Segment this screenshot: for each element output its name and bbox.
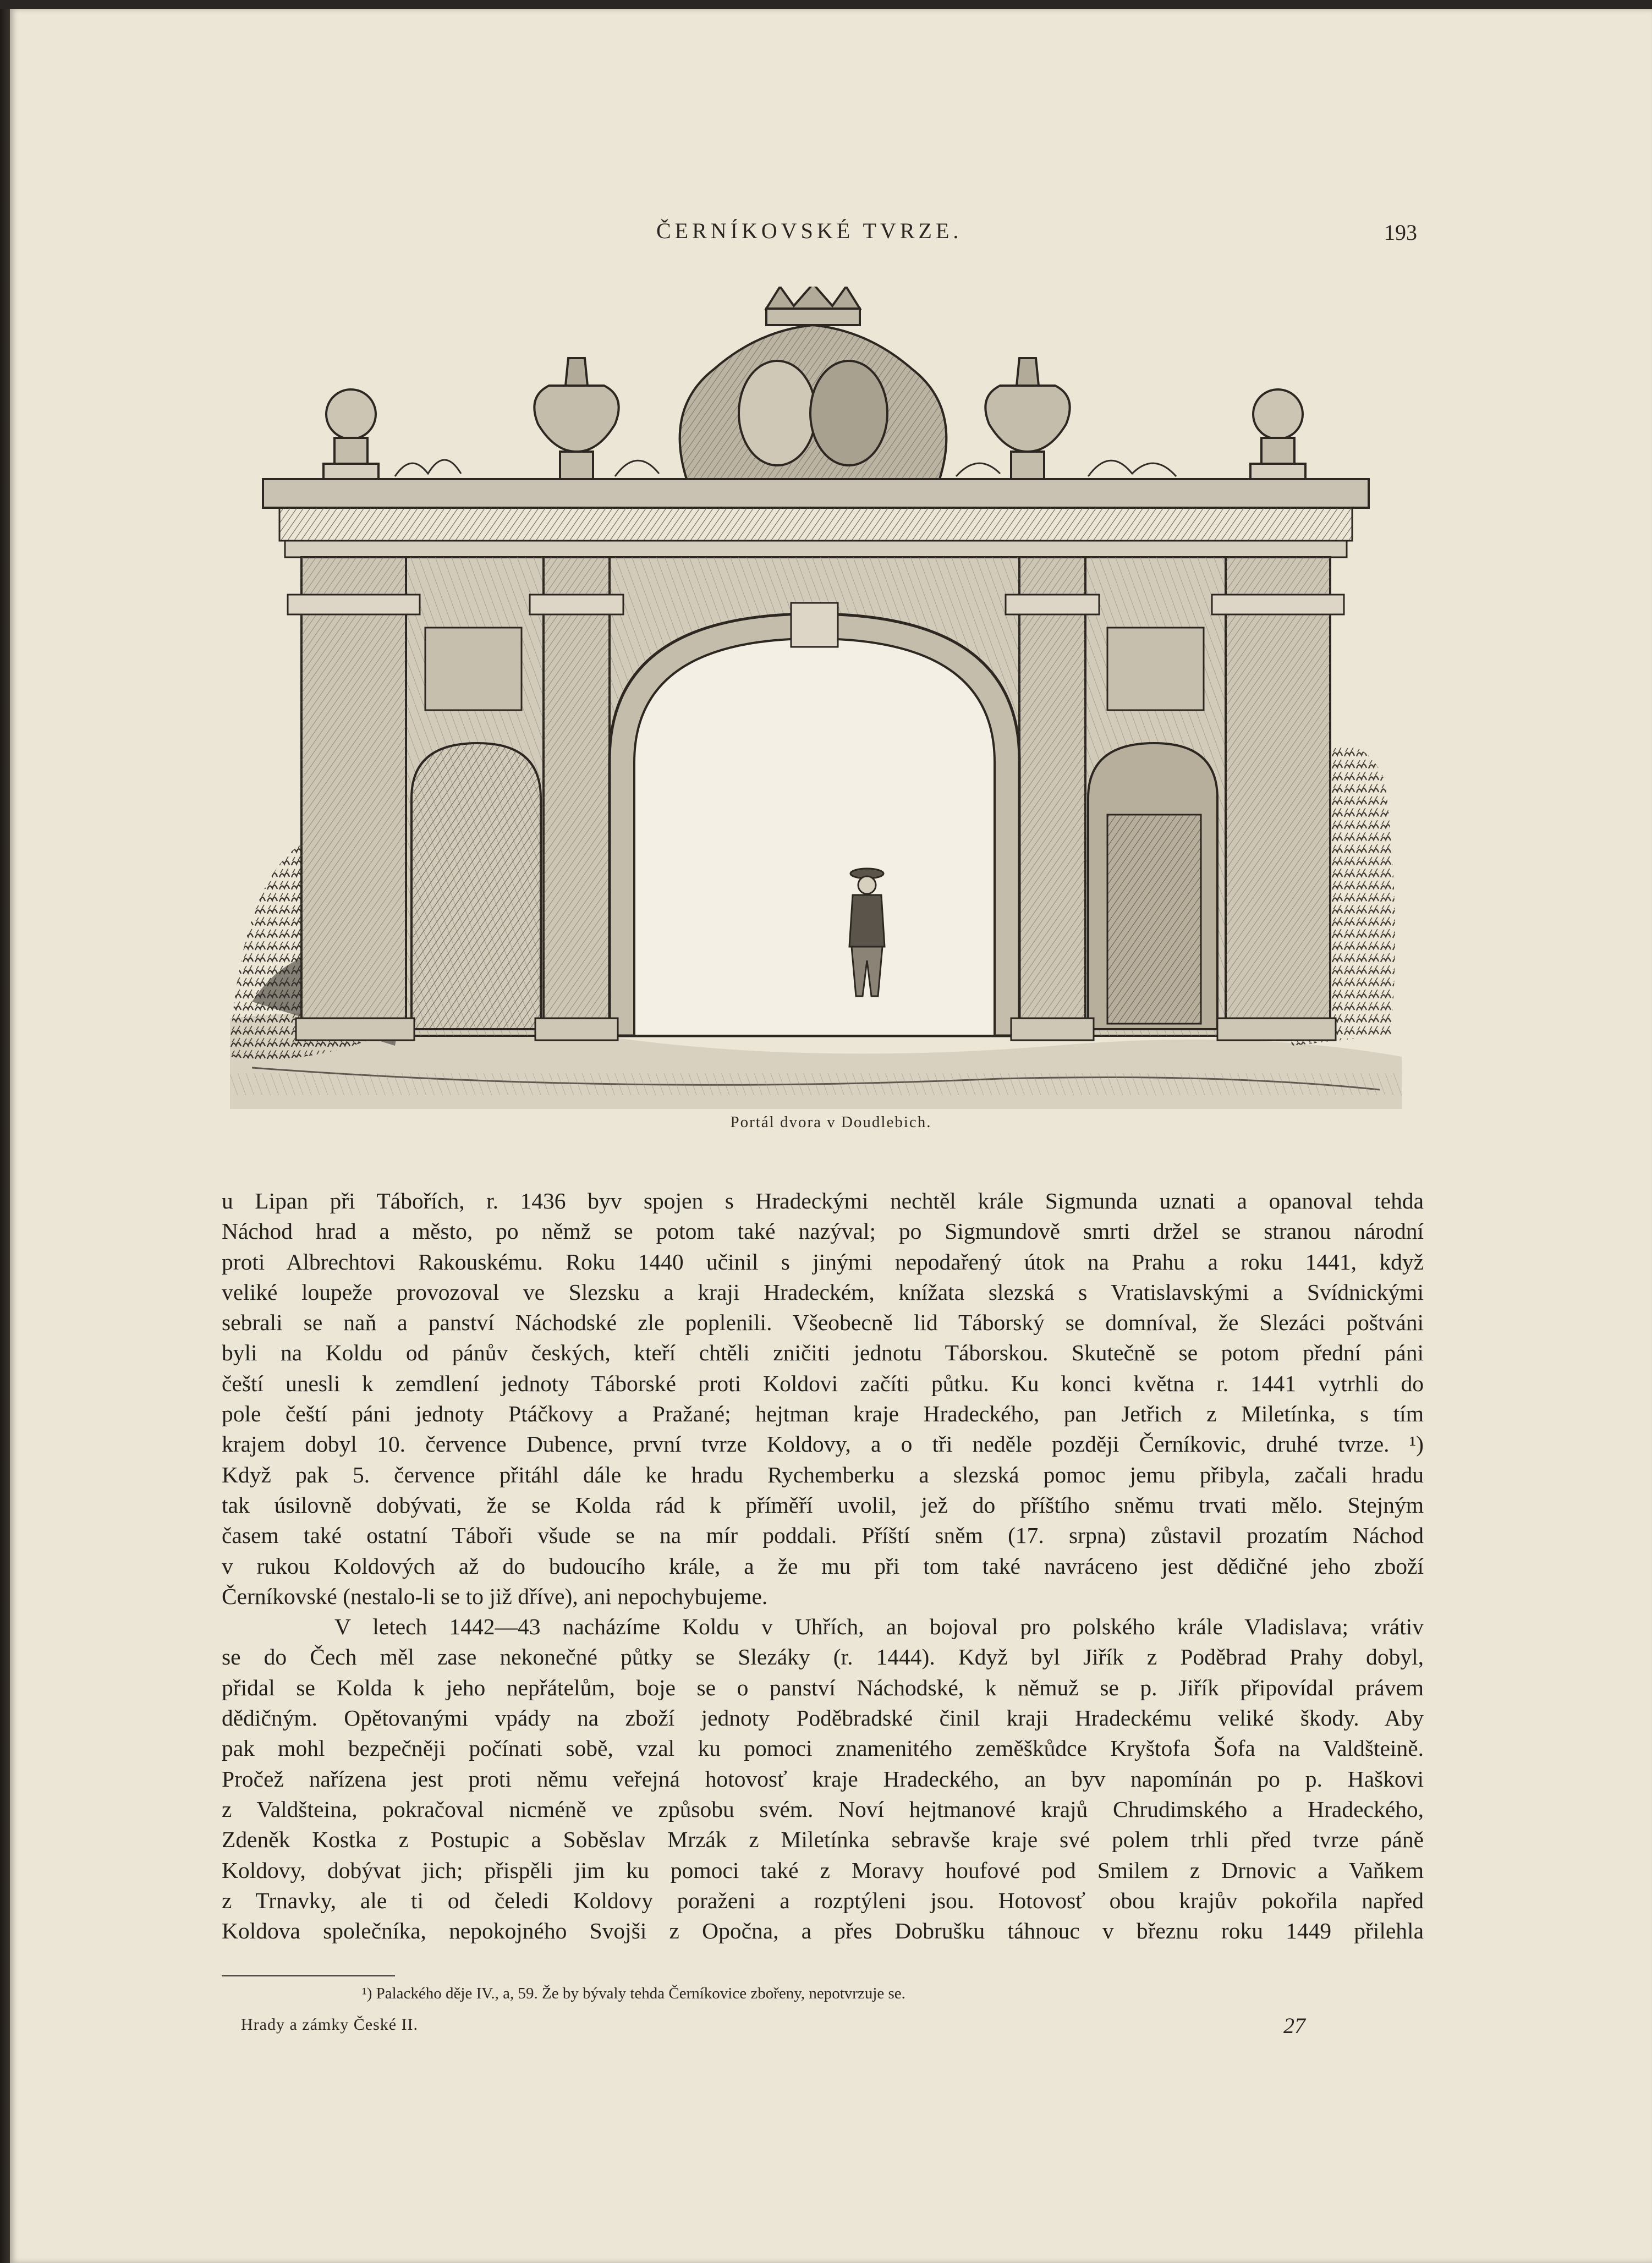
text-line: Náchod hrad a město, po němž se potom také nazýval; po Sigmundově smrti držel se stranou národní [222,1218,1424,1244]
text-line: z Trnavky, ale ti od čeledi Koldovy poraženi a rozptýleni jsou. Hotovosť obou krajův pokořila napřed [222,1887,1424,1913]
text-line: Koldovy, dobývat jich; přispěli jim ku pomoci také z Moravy houfové pod Smilem z Drnovic a Vaňkem [222,1857,1424,1883]
text-line: sebrali se naň a panství Náchodské zle poplenili. Všeobecně lid Táborský se domníval, že Slezáci poštváni [222,1310,1424,1336]
text-line: dědičným. Opětovanými vpády na zboží jednoty Poděbradské činil kraji Hradeckému veliké škody. Aby [222,1705,1424,1731]
text-line: V letech 1442—43 nacházíme Koldu v Uhřích, an bojoval pro polského krále Vladislava; vrátiv [334,1614,1424,1640]
text-line: Pročež nařízena jest proti němu veřejná hotovosť kraje Hradeckého, an byv napomínán po p. Haškovi [222,1766,1424,1792]
text-line: krajem dobyl 10. července Dubence, první tvrze Koldovy, a o tři neděle později Černíkovic, druhé tvrze. ¹) [222,1431,1424,1457]
printer-signature: Hrady a zámky České II. [241,2015,419,2034]
text-line: Černíkovské (nestalo-li se to již dříve), ani nepochybujeme. [222,1583,768,1609]
page-number: 193 [1384,220,1417,245]
running-head: ČERNÍKOVSKÉ TVRZE. [656,218,963,243]
body-text [222,1186,1424,1946]
text-line: pole čeští páni jednoty Ptáčkovy a Pražané; hejtman kraje Hradeckého, pan Jetřich z Miletínka, s tím [222,1401,1424,1427]
text-line: v rukou Koldových až do budoucího krále, a že mu při tom také navráceno jest dědičné jeho zboží [222,1553,1424,1579]
text-line: pak mohl bezpečněji počínati sobě, vzal ku pomoci znamenitého zeměškůdce Kryštofa Šofa na Valdšteině. [222,1735,1424,1761]
text-line: přidal se Kolda k jeho nepřátelům, boje se o panství Náchodské, k němuž se p. Jiřík připovídal právem [222,1674,1424,1700]
text-line: byli na Koldu od pánův českých, kteří chtěli zničiti jednotu Táborskou. Skutečně se potom přední páni [222,1340,1424,1366]
footnote: ¹) Palackého děje IV., a, 59. Že by bývaly tehda Černíkovice zbořeny, nepotvrzuje se. [362,1985,905,2002]
text-line: časem také ostatní Táboři všude se na mír poddali. Příští sněm (17. srpna) zůstavil prozatím Náchod [222,1523,1424,1548]
book-binding-edge [0,9,10,2263]
text-line: veliké loupeže provozoval ve Slezsku a kraji Hradeckém, knížata slezská s Vratislavskými a Svídnickými [222,1279,1424,1305]
text-line: se do Čech měl zase nekonečné půtky se Slezáky (r. 1444). Když byl Jiřík z Poděbrad Prahy dobyl, [222,1644,1424,1670]
text-line: Zdeněk Kostka z Postupic a Soběslav Mrzák z Miletínka sebravše kraje své polem trhli před tvrze páně [222,1827,1424,1853]
footnote-rule [222,1975,395,1976]
text-line: proti Albrechtovi Rakouskému. Roku 1440 učinil s jinými nepodařený útok na Prahu a roku 1441, když [222,1249,1424,1275]
figure-caption: Portál dvora v Doudlebich. [730,1113,932,1131]
text-line: čeští unesli k zemdlení jednoty Táborské proti Koldovi začíti půtku. Ku konci května r. 1441 vytrhli do [222,1370,1424,1396]
text-line: Když pak 5. července přitáhl dále ke hradu Rychemberku a slezská pomoc jemu přibyla, začali hradu [222,1462,1424,1487]
signature-mark: 27 [1283,2013,1305,2038]
text-line: Koldova společníka, nepokojného Svojši z Opočna, a přes Dobrušku táhnouc v březnu roku 1449 přilehla [222,1918,1424,1944]
gateway-engraving [230,287,1402,1109]
text-line: z Valdšteina, pokračoval nicméně ve způsobu svém. Noví hejtmanové krajů Chrudimského a Hradeckého, [222,1796,1424,1822]
text-line: tak úsilovně dobývati, že se Kolda rád k příměří uvolil, jež do příštího sněmu trvati mělo. Stejným [222,1492,1424,1518]
text-line: u Lipan při Tábořích, r. 1436 byv spojen s Hradeckými nechtěl krále Sigmunda uznati a opanoval tehda [222,1188,1424,1213]
book-page [10,9,1652,2263]
